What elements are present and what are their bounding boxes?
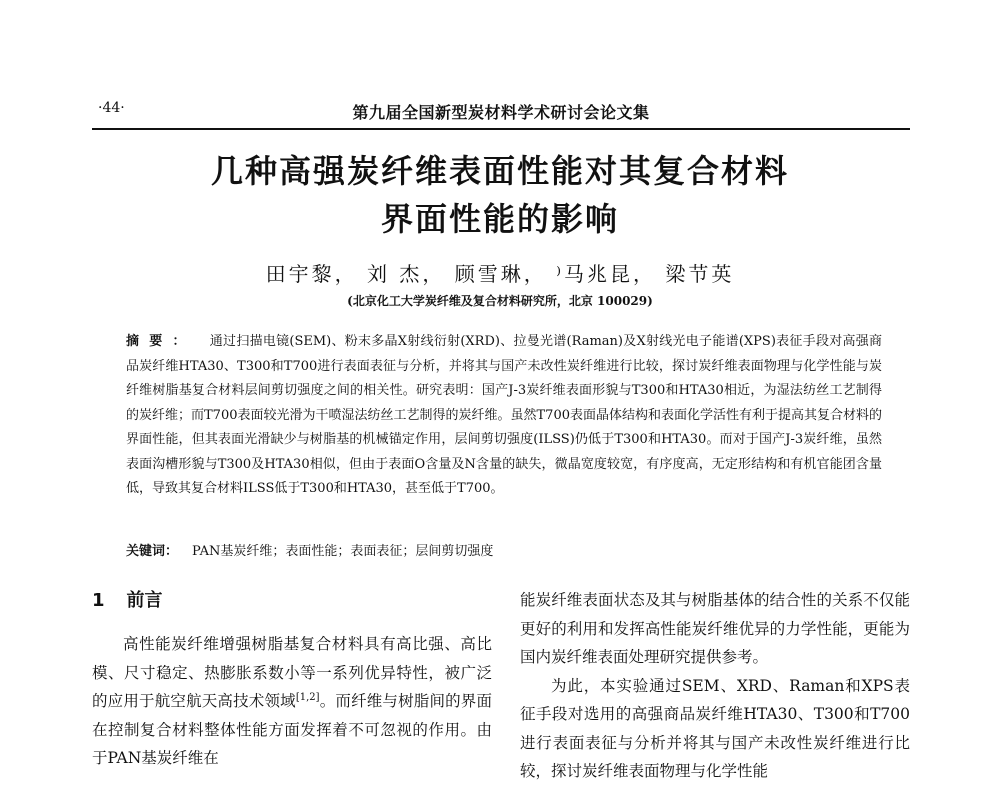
citation-ref: [1,2]	[295, 692, 320, 703]
section-heading	[92, 586, 492, 616]
left-column	[92, 586, 492, 773]
continued-paragraph: 能炭纤维表面状态及其与树脂基体的结合性的关系不仅能更好的利用和发挥高性能炭纤维优异的力学性能，更能为国内炭纤维表面处理研究提供参考。	[520, 591, 910, 666]
intro-text: 高性能炭纤维增强树脂基复合材料具有高比强、高比模、尺寸稳定、热膨胀系数小等一系列优异特性，被广泛的应用于航空航天高技术领域	[92, 635, 492, 710]
abstract-label: 摘要：	[126, 334, 196, 349]
page-number: ·44·	[98, 100, 125, 116]
keywords	[126, 542, 882, 562]
running-title: 第九届全国新型炭材料学术研讨会论文集	[352, 103, 650, 122]
authors: 田宇黎， 刘 杰， 顾雪琳， ⁾马兆昆， 梁节英	[265, 262, 735, 286]
abstract-text: 通过扫描电镜(SEM)、粉末多晶X射线衍射(XRD)、拉曼光谱(Raman)及X射线光电子能谱(XPS)表征手段对高强商品炭纤维HTA30、T300和T700进行表面表征与分析，并将其与国产未改性炭纤维进行比较，探讨炭纤维表面物理与化学性能与炭纤维树脂基复合材料层间剪切强度之间的相关性。研究表明：国产J-3炭纤维表面形貌与T300和HTA30相近，为湿法纺丝工艺制得的炭纤维；而T700表面较光滑为干喷湿法纺丝工艺制得的炭纤维。虽然T700表面晶体结构和表面化学活性有利于提高其复合材料的界面性能，但其表面光滑缺少与树脂基的机械锚定作用，层间剪切强度(ILSS)仍低于T300和HTA30。而对于国产J-3炭纤维，虽然表面沟槽形貌与T300及HTA30相似，但由于表面O含量及N含量的缺失，微晶宽度较宽，有序度高，无定形结构和有机官能团含量低，导致其复合材料ILSS低于T300和HTA30，甚至低于T700。	[126, 334, 882, 496]
paper-title-line1: 几种高强炭纤维表面性能对其复合材料	[210, 152, 789, 190]
right-column	[520, 586, 910, 786]
page-header	[92, 100, 910, 130]
affiliation: (北京化工大学炭纤维及复合材料研究所，北京 100029)	[347, 294, 653, 308]
abstract	[126, 330, 882, 502]
paper-title-line2: 界面性能的影响	[380, 200, 619, 238]
intro-text-cont: 。而纤维与树脂间的界面在控制复合材料整体性能方面发挥着不可忽视的作用。由于PAN基炭纤维在	[92, 692, 492, 767]
section-number: 1	[92, 590, 105, 611]
method-paragraph: 为此，本实验通过SEM、XRD、Raman和XPS表征手段对选用的高强商品炭纤维HTA30、T300和T700进行表面表征与分析并将其与国产未改性炭纤维进行比较，探讨炭纤维表面物理与化学性能	[520, 676, 910, 780]
keywords-label: 关键词：	[126, 544, 179, 559]
keywords-text: PAN基炭纤维；表面性能；表面表征；层间剪切强度	[192, 544, 494, 559]
section-title: 前言	[126, 590, 163, 611]
introduction-paragraph	[92, 630, 492, 773]
